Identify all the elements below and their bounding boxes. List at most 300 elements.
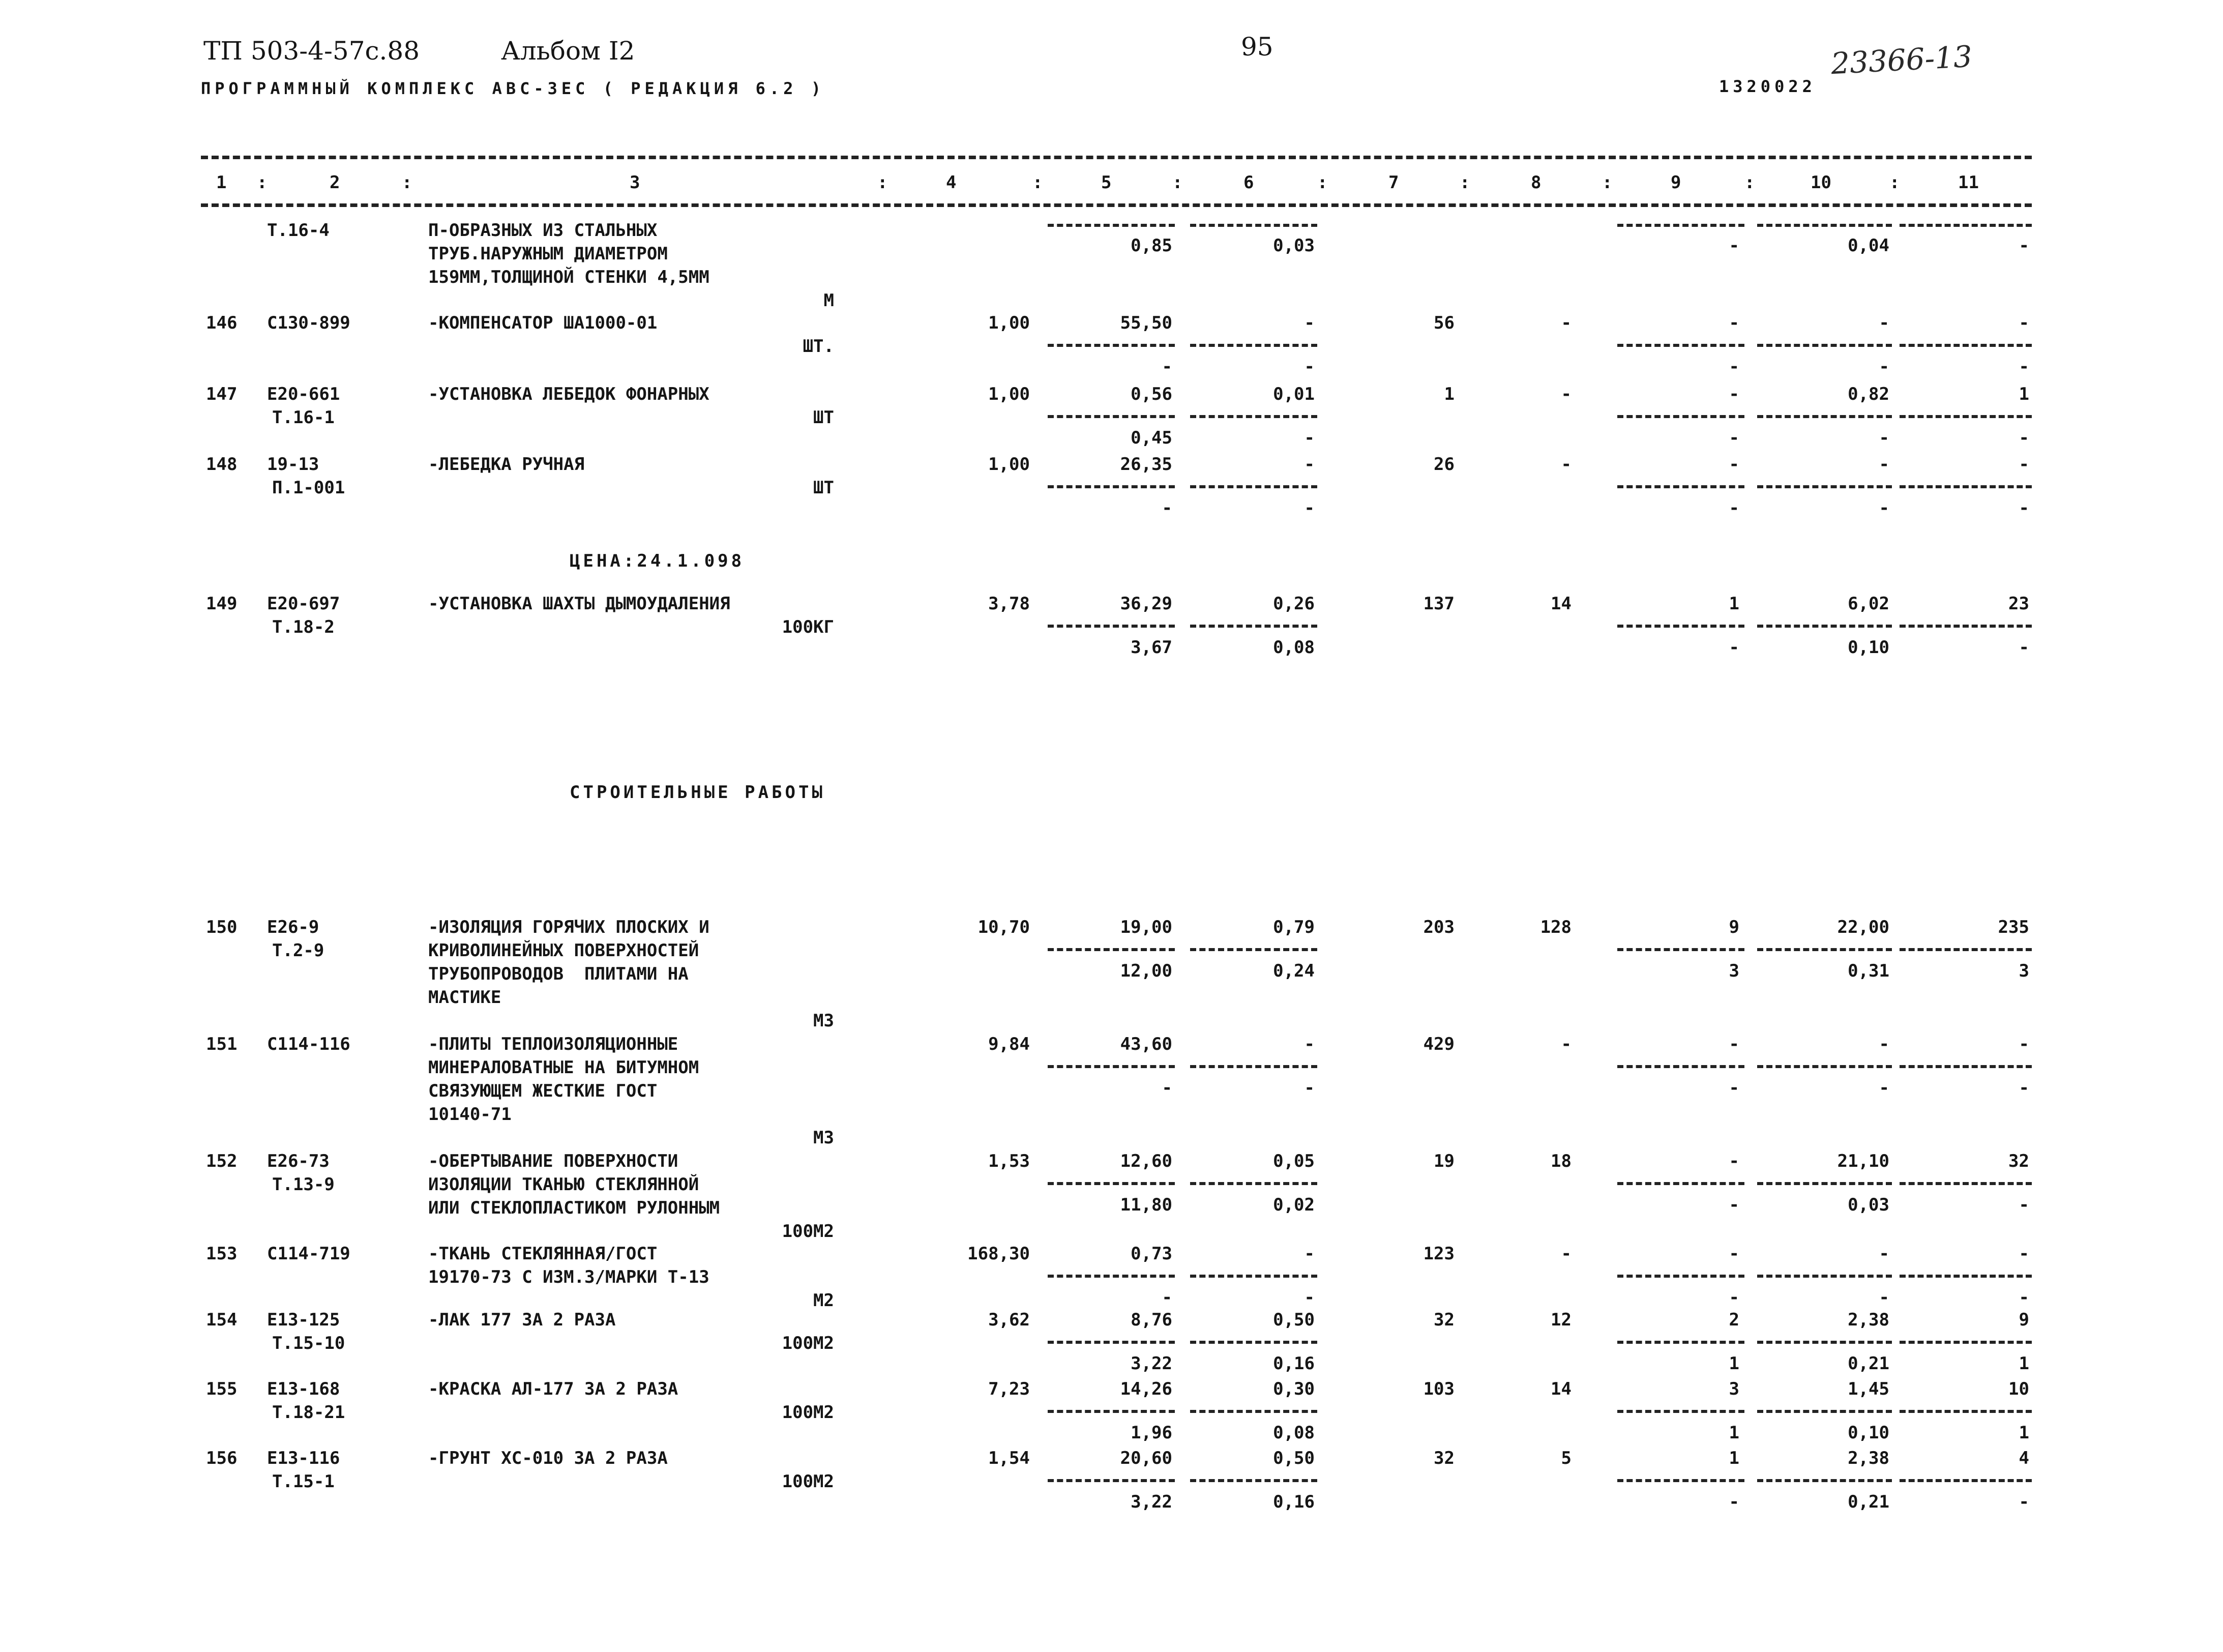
value-col-9: - (1729, 1244, 1739, 1264)
rate-code-secondary: П.1-001 (272, 478, 345, 498)
col-separator: : (1889, 172, 1900, 193)
value-col-10-lower: 0,10 (1848, 1423, 1889, 1443)
subtotal-rule (1757, 415, 1892, 418)
album-label: Альбом I2 (501, 36, 635, 66)
description-line: КРИВОЛИНЕЙНЫХ ПОВЕРХНОСТЕЙ (428, 940, 699, 961)
value-col-5: 19,00 (1120, 917, 1172, 937)
value-col-10-lower: 0,04 (1848, 235, 1889, 256)
value-col-10-lower: 0,21 (1848, 1492, 1889, 1512)
unit-of-measure: 100М2 (782, 1221, 834, 1242)
row-number: 151 (206, 1034, 238, 1054)
value-col-5-lower: - (1162, 498, 1172, 518)
unit-of-measure: М3 (813, 1011, 834, 1031)
value-col-11-lower: - (2019, 428, 2029, 448)
value-col-5-lower: 11,80 (1120, 1195, 1172, 1215)
col-header-6: 6 (1243, 172, 1254, 193)
subtotal-rule (1190, 625, 1317, 628)
col-header-7: 7 (1388, 172, 1399, 193)
description-line: ТРУБОПРОВОДОВ ПЛИТАМИ НА (428, 964, 689, 984)
table-row (0, 1308, 2223, 1377)
col-separator: : (1317, 172, 1328, 193)
subtotal-rule (1757, 485, 1892, 488)
subtotal-rule (1617, 1410, 1744, 1413)
subtotal-rule (1617, 948, 1744, 951)
value-col-7: 19 (1434, 1151, 1455, 1171)
subtotal-rule (1190, 1065, 1317, 1068)
value-col-11: - (2019, 454, 2029, 475)
subtotal-rule (1617, 344, 1744, 347)
description-line: -ЛЕБЕДКА РУЧНАЯ (428, 454, 585, 475)
value-col-9: 1 (1729, 594, 1739, 614)
table-row (0, 1447, 2223, 1516)
value-col-10: 0,82 (1848, 384, 1889, 404)
value-col-6-lower: 0,24 (1273, 961, 1315, 981)
value-col-7: 1 (1444, 384, 1455, 404)
subtotal-rule (1190, 1410, 1317, 1413)
row-number: 148 (206, 454, 238, 475)
table-row (0, 382, 2223, 453)
value-col-10-lower: 0,10 (1848, 637, 1889, 658)
value-col-9-lower: - (1729, 235, 1739, 256)
rate-code: 19-13 (267, 454, 319, 475)
subtotal-rule (1048, 948, 1175, 951)
value-col-8: 128 (1540, 917, 1572, 937)
value-col-9-lower: 1 (1729, 1423, 1739, 1443)
value-col-10: 6,02 (1848, 594, 1889, 614)
value-col-9: - (1729, 313, 1739, 333)
description-line: -ТКАНЬ СТЕКЛЯННАЯ/ГОСТ (428, 1244, 658, 1264)
rate-code: Е26-73 (267, 1151, 330, 1171)
subtotal-rule (1048, 1275, 1175, 1278)
rate-code-secondary: Т.13-9 (272, 1174, 335, 1195)
description-line: 159ММ,ТОЛЩИНОЙ СТЕНКИ 4,5ММ (428, 267, 709, 287)
value-col-11-lower: - (2019, 1492, 2029, 1512)
subtotal-rule (1190, 415, 1317, 418)
description-line: -ИЗОЛЯЦИЯ ГОРЯЧИХ ПЛОСКИХ И (428, 917, 709, 937)
value-col-7: 137 (1423, 594, 1455, 614)
value-col-6: 0,30 (1273, 1379, 1315, 1399)
value-col-4: 3,62 (988, 1310, 1030, 1330)
value-col-11: 23 (2008, 594, 2029, 614)
value-col-10: 21,10 (1837, 1151, 1889, 1171)
value-col-6-lower: - (1304, 428, 1315, 448)
subtotal-rule (1190, 1341, 1317, 1344)
value-col-11-lower: - (2019, 637, 2029, 658)
program-line: ПРОГРАММНЫЙ КОМПЛЕКС АВС-ЗЕС ( РЕДАКЦИЯ 6.2 ) (201, 79, 825, 98)
value-col-11: 235 (1998, 917, 2029, 937)
subtotal-rule (1900, 344, 2032, 347)
unit-of-measure: 100М2 (782, 1471, 834, 1492)
table-row (0, 219, 2223, 310)
description-line: СВЯЗУЮЩЕМ ЖЕСТКИЕ ГОСТ (428, 1081, 658, 1101)
description-line: -ПЛИТЫ ТЕПЛОИЗОЛЯЦИОННЫЕ (428, 1034, 678, 1054)
subtotal-rule (1757, 1479, 1892, 1482)
value-col-8: - (1561, 384, 1572, 404)
value-col-6-lower: - (1304, 1078, 1315, 1098)
value-col-5: 8,76 (1131, 1310, 1172, 1330)
value-col-4: 1,00 (988, 313, 1030, 333)
value-col-5-lower: 3,22 (1131, 1353, 1172, 1374)
description-line: -УСТАНОВКА ШАХТЫ ДЫМОУДАЛЕНИЯ (428, 594, 730, 614)
subtotal-rule (1900, 485, 2032, 488)
value-col-10-lower: 0,03 (1848, 1195, 1889, 1215)
value-col-8: - (1561, 313, 1572, 333)
value-col-7: 429 (1423, 1034, 1455, 1054)
subtotal-rule (1048, 1065, 1175, 1068)
value-col-9-lower: - (1729, 428, 1739, 448)
value-col-7: 103 (1423, 1379, 1455, 1399)
subtotal-rule (1617, 1065, 1744, 1068)
row-number: 155 (206, 1379, 238, 1399)
col-separator: : (257, 172, 268, 193)
col-separator: : (1602, 172, 1613, 193)
subtotal-rule (1190, 948, 1317, 951)
value-col-9: 3 (1729, 1379, 1739, 1399)
row-number: 153 (206, 1244, 238, 1264)
value-col-11: 9 (2019, 1310, 2029, 1330)
table-row (0, 453, 2223, 524)
subtotal-rule (1900, 1275, 2032, 1278)
value-col-4: 10,70 (977, 917, 1030, 937)
value-col-9: - (1729, 1034, 1739, 1054)
unit-of-measure: 100М2 (782, 1333, 834, 1353)
subtotal-rule (1757, 224, 1892, 227)
value-col-11: 32 (2008, 1151, 2029, 1171)
rate-code: С114-116 (267, 1034, 350, 1054)
value-col-6-lower: 0,03 (1273, 235, 1315, 256)
rate-code-secondary: Т.16-1 (272, 407, 335, 428)
subtotal-rule (1900, 948, 2032, 951)
description-line: -УСТАНОВКА ЛЕБЕДОК ФОНАРНЫХ (428, 384, 709, 404)
rate-code-secondary: Т.18-21 (272, 1402, 345, 1423)
value-col-5-lower: - (1162, 1078, 1172, 1098)
rate-code: Е13-125 (267, 1310, 340, 1330)
value-col-6: 0,05 (1273, 1151, 1315, 1171)
value-col-11-lower: 1 (2019, 1353, 2029, 1374)
value-col-5: 43,60 (1120, 1034, 1172, 1054)
header-bottom-rule (201, 203, 2032, 207)
value-col-9-lower: - (1729, 1492, 1739, 1512)
col-separator: : (1172, 172, 1183, 193)
subtotal-rule (1048, 485, 1175, 488)
value-col-9-lower: - (1729, 1287, 1739, 1308)
col-header-8: 8 (1531, 172, 1542, 193)
table-row (0, 592, 2223, 663)
value-col-10-lower: - (1879, 357, 1889, 377)
col-header-11: 11 (1958, 172, 1979, 193)
value-col-6-lower: 0,08 (1273, 637, 1315, 658)
subtotal-rule (1900, 1410, 2032, 1413)
section-title: СТРОИТЕЛЬНЫЕ РАБОТЫ (570, 782, 825, 803)
rate-code: Т.16-4 (267, 220, 330, 241)
rate-code: С114-719 (267, 1244, 350, 1264)
subtotal-rule (1617, 224, 1744, 227)
table-row (0, 1242, 2223, 1311)
unit-of-measure: М2 (813, 1290, 834, 1311)
description-line: -ЛАК 177 ЗА 2 РАЗА (428, 1310, 616, 1330)
subtotal-rule (1048, 1410, 1175, 1413)
value-col-9: 9 (1729, 917, 1739, 937)
handwritten-number: 23366-13 (1830, 39, 1973, 81)
value-col-10: 2,38 (1848, 1310, 1889, 1330)
value-col-6: - (1304, 313, 1315, 333)
value-col-11: 10 (2008, 1379, 2029, 1399)
subtotal-rule (1048, 344, 1175, 347)
page-number: 95 (1241, 32, 1273, 62)
value-col-10: 2,38 (1848, 1448, 1889, 1468)
value-col-10: 22,00 (1837, 917, 1889, 937)
value-col-11-lower: - (2019, 357, 2029, 377)
col-separator: : (1460, 172, 1470, 193)
value-col-11: 1 (2019, 384, 2029, 404)
value-col-9: - (1729, 1151, 1739, 1171)
unit-of-measure: ШТ (813, 407, 834, 428)
doc-code: ТП 503-4-57с.88 (203, 36, 420, 66)
value-col-9-lower: - (1729, 498, 1739, 518)
value-col-9-lower: 3 (1729, 961, 1739, 981)
subtotal-rule (1757, 1275, 1892, 1278)
rate-code-secondary: Т.15-10 (272, 1333, 345, 1353)
value-col-10-lower: - (1879, 1287, 1889, 1308)
value-col-9: 1 (1729, 1448, 1739, 1468)
description-line: ИЛИ СТЕКЛОПЛАСТИКОМ РУЛОННЫМ (428, 1198, 720, 1218)
value-col-5: 55,50 (1120, 313, 1172, 333)
row-number: 147 (206, 384, 238, 404)
row-number: 152 (206, 1151, 238, 1171)
value-col-5-lower: 3,67 (1131, 637, 1172, 658)
value-col-6-lower: 0,08 (1273, 1423, 1315, 1443)
value-col-6-lower: 0,16 (1273, 1492, 1315, 1512)
value-col-8: 18 (1551, 1151, 1572, 1171)
value-col-6-lower: - (1304, 357, 1315, 377)
subtotal-rule (1900, 1341, 2032, 1344)
value-col-7: 56 (1434, 313, 1455, 333)
subtotal-rule (1900, 625, 2032, 628)
row-number: 154 (206, 1310, 238, 1330)
value-col-9-lower: - (1729, 1078, 1739, 1098)
col-separator: : (877, 172, 888, 193)
subtotal-rule (1900, 415, 2032, 418)
subtotal-rule (1190, 224, 1317, 227)
value-col-10: - (1879, 1244, 1889, 1264)
subtotal-rule (1757, 625, 1892, 628)
value-col-10: - (1879, 1034, 1889, 1054)
description-line: 10140-71 (428, 1104, 512, 1125)
value-col-6-lower: - (1304, 498, 1315, 518)
value-col-9-lower: - (1729, 357, 1739, 377)
value-col-4: 1,53 (988, 1151, 1030, 1171)
subtotal-rule (1048, 1182, 1175, 1185)
value-col-8: - (1561, 454, 1572, 475)
value-col-9: - (1729, 454, 1739, 475)
description-line: ТРУБ.НАРУЖНЫМ ДИАМЕТРОМ (428, 244, 668, 264)
rate-code: С130-899 (267, 313, 350, 333)
value-col-5: 36,29 (1120, 594, 1172, 614)
rate-code: Е13-116 (267, 1448, 340, 1468)
value-col-5-lower: - (1162, 1287, 1172, 1308)
subtotal-rule (1757, 1182, 1892, 1185)
subtotal-rule (1617, 415, 1744, 418)
description-line: МАСТИКЕ (428, 987, 501, 1008)
subtotal-rule (1048, 1341, 1175, 1344)
value-col-5: 0,56 (1131, 384, 1172, 404)
unit-of-measure: ШТ. (803, 336, 834, 357)
value-col-6-lower: 0,02 (1273, 1195, 1315, 1215)
rate-code: Е26-9 (267, 917, 319, 937)
unit-of-measure: 100М2 (782, 1402, 834, 1423)
table-row (0, 1032, 2223, 1149)
col-header-3: 3 (630, 172, 640, 193)
value-col-4: 7,23 (988, 1379, 1030, 1399)
subtotal-rule (1617, 1182, 1744, 1185)
description-line: -ГРУНТ ХС-010 ЗА 2 РАЗА (428, 1448, 668, 1468)
value-col-6: 0,01 (1273, 384, 1315, 404)
value-col-6: 0,26 (1273, 594, 1315, 614)
subtotal-rule (1617, 1341, 1744, 1344)
value-col-6: 0,50 (1273, 1310, 1315, 1330)
value-col-4: 9,84 (988, 1034, 1030, 1054)
value-col-8: - (1561, 1244, 1572, 1264)
value-col-6-lower: - (1304, 1287, 1315, 1308)
value-col-8: - (1561, 1034, 1572, 1054)
value-col-11: - (2019, 313, 2029, 333)
value-col-5: 26,35 (1120, 454, 1172, 475)
number-right: 1320022 (1719, 77, 1816, 96)
value-col-8: 14 (1551, 1379, 1572, 1399)
value-col-10: - (1879, 454, 1889, 475)
table-row (0, 1149, 2223, 1241)
subtotal-rule (1757, 344, 1892, 347)
col-header-1: 1 (216, 172, 227, 193)
subtotal-rule (1617, 1275, 1744, 1278)
rate-code: Е20-661 (267, 384, 340, 404)
value-col-9-lower: 1 (1729, 1353, 1739, 1374)
subtotal-rule (1190, 344, 1317, 347)
value-col-5-lower: - (1162, 357, 1172, 377)
value-col-6: - (1304, 1034, 1315, 1054)
subtotal-rule (1617, 485, 1744, 488)
table-top-rule (201, 156, 2032, 159)
subtotal-rule (1757, 1410, 1892, 1413)
subtotal-rule (1617, 625, 1744, 628)
subtotal-rule (1757, 1341, 1892, 1344)
value-col-7: 26 (1434, 454, 1455, 475)
col-separator: : (1744, 172, 1755, 193)
value-col-10-lower: - (1879, 498, 1889, 518)
col-header-2: 2 (330, 172, 340, 193)
row-number: 149 (206, 594, 238, 614)
value-col-4: 1,00 (988, 384, 1030, 404)
description-line: ИЗОЛЯЦИИ ТКАНЬЮ СТЕКЛЯННОЙ (428, 1174, 699, 1195)
table-row (0, 916, 2223, 1032)
unit-of-measure: ШТ (813, 478, 834, 498)
value-col-7: 203 (1423, 917, 1455, 937)
value-col-7: 32 (1434, 1310, 1455, 1330)
value-col-8: 14 (1551, 594, 1572, 614)
value-col-5-lower: 0,45 (1131, 428, 1172, 448)
value-col-10-lower: - (1879, 428, 1889, 448)
value-col-8: 12 (1551, 1310, 1572, 1330)
table-row (0, 1377, 2223, 1447)
description-line: П-ОБРАЗНЫХ ИЗ СТАЛЬНЫХ (428, 220, 658, 241)
value-col-10: 1,45 (1848, 1379, 1889, 1399)
subtotal-rule (1900, 1065, 2032, 1068)
value-col-4: 1,54 (988, 1448, 1030, 1468)
subtotal-rule (1190, 1479, 1317, 1482)
value-col-5: 12,60 (1120, 1151, 1172, 1171)
col-header-9: 9 (1671, 172, 1681, 193)
value-col-4: 168,30 (967, 1244, 1030, 1264)
value-col-10-lower: 0,31 (1848, 961, 1889, 981)
subtotal-rule (1900, 224, 2032, 227)
value-col-11: 4 (2019, 1448, 2029, 1468)
value-col-10: - (1879, 313, 1889, 333)
description-line: 19170-73 С ИЗМ.3/МАРКИ Т-13 (428, 1267, 709, 1287)
subtotal-rule (1048, 625, 1175, 628)
value-col-7: 123 (1423, 1244, 1455, 1264)
rate-code: Е13-168 (267, 1379, 340, 1399)
subtotal-rule (1190, 485, 1317, 488)
price-note: ЦЕНА:24.1.098 (570, 551, 745, 571)
value-col-11-lower: 1 (2019, 1423, 2029, 1443)
subtotal-rule (1757, 948, 1892, 951)
value-col-5: 0,73 (1131, 1244, 1172, 1264)
value-col-11-lower: - (2019, 1287, 2029, 1308)
value-col-5-lower: 12,00 (1120, 961, 1172, 981)
row-number: 156 (206, 1448, 238, 1468)
value-col-11-lower: - (2019, 498, 2029, 518)
value-col-10-lower: - (1879, 1078, 1889, 1098)
col-separator: : (402, 172, 412, 193)
value-col-6: - (1304, 1244, 1315, 1264)
subtotal-rule (1048, 415, 1175, 418)
subtotal-rule (1900, 1479, 2032, 1482)
unit-of-measure: М3 (813, 1128, 834, 1148)
unit-of-measure: 100КГ (782, 617, 834, 637)
value-col-11-lower: - (2019, 1078, 2029, 1098)
value-col-5-lower: 0,85 (1131, 235, 1172, 256)
value-col-5-lower: 3,22 (1131, 1492, 1172, 1512)
value-col-6-lower: 0,16 (1273, 1353, 1315, 1374)
value-col-6: 0,79 (1273, 917, 1315, 937)
value-col-5: 14,26 (1120, 1379, 1172, 1399)
row-number: 150 (206, 917, 238, 937)
value-col-9: - (1729, 384, 1739, 404)
rate-code-secondary: Т.18-2 (272, 617, 335, 637)
value-col-11-lower: 3 (2019, 961, 2029, 981)
value-col-6: - (1304, 454, 1315, 475)
col-header-10: 10 (1811, 172, 1831, 193)
subtotal-rule (1048, 224, 1175, 227)
description-line: -КОМПЕНСАТОР ША1000-01 (428, 313, 658, 333)
subtotal-rule (1190, 1275, 1317, 1278)
value-col-11-lower: - (2019, 1195, 2029, 1215)
value-col-6: 0,50 (1273, 1448, 1315, 1468)
value-col-9: 2 (1729, 1310, 1739, 1330)
col-header-4: 4 (946, 172, 957, 193)
subtotal-rule (1900, 1182, 2032, 1185)
value-col-11-lower: - (2019, 235, 2029, 256)
subtotal-rule (1190, 1182, 1317, 1185)
subtotal-rule (1617, 1479, 1744, 1482)
rate-code: Е20-697 (267, 594, 340, 614)
col-header-5: 5 (1101, 172, 1112, 193)
description-line: -КРАСКА АЛ-177 ЗА 2 РАЗА (428, 1379, 678, 1399)
subtotal-rule (1757, 1065, 1892, 1068)
subtotal-rule (1048, 1479, 1175, 1482)
description-line: -ОБЕРТЫВАНИЕ ПОВЕРХНОСТИ (428, 1151, 678, 1171)
value-col-10-lower: 0,21 (1848, 1353, 1889, 1374)
